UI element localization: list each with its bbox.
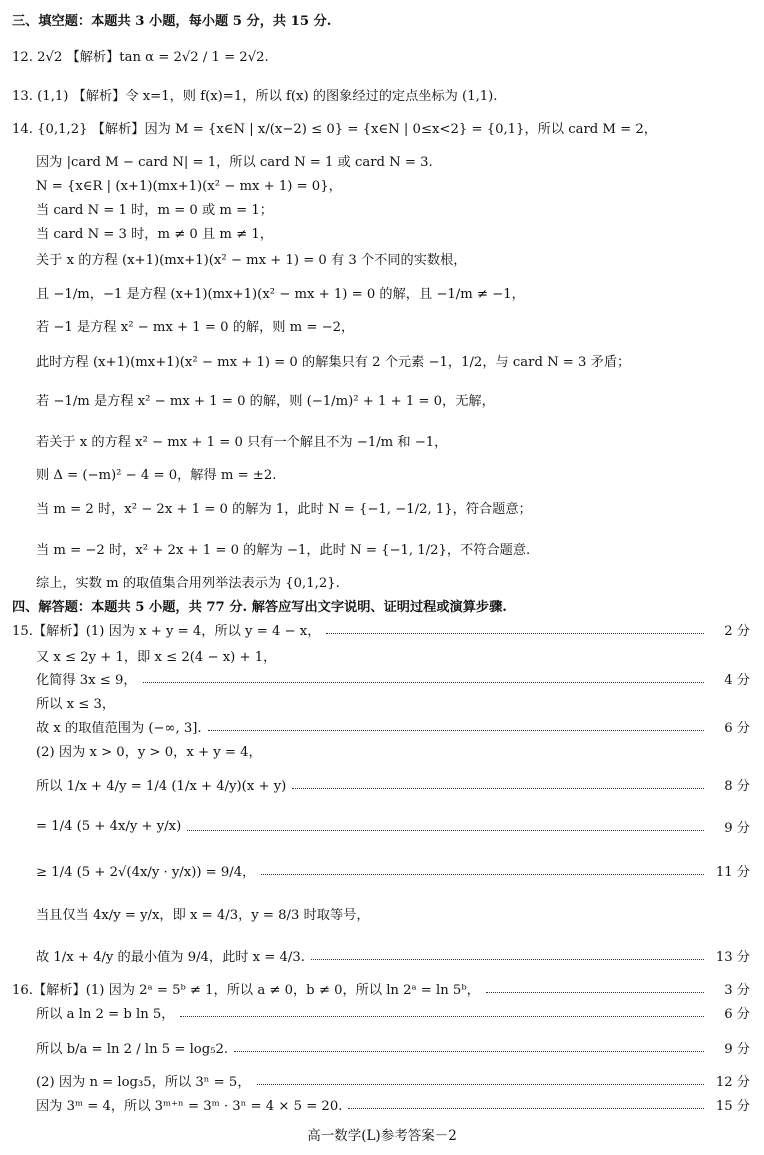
q14-line-6: 且 −1/m，−1 是方程 (x+1)(mx+1)(x² − mx + 1) = 0 的解，且 −1/m ≠ −1， <box>36 287 525 302</box>
score-points: 8 分 <box>724 779 750 794</box>
q14-line-10: 若关于 x 的方程 x² − mx + 1 = 0 只有一个解且不为 −1/m 和 −1， <box>36 435 448 450</box>
q14-line-11: 则 Δ = (−m)² − 4 = 0，解得 m = ±2. <box>36 468 277 483</box>
q15-row-1: 又 x ≤ 2y + 1，即 x ≤ 2(4 − x) + 1， <box>36 650 277 665</box>
score-points: 9 分 <box>724 821 750 836</box>
q14-line-8: 此时方程 (x+1)(mx+1)(x² − mx + 1) = 0 的解集只有 2 个元素 −1，1/2，与 card N = 3 矛盾； <box>36 355 631 370</box>
q15-row-text: 化简得 3x ≤ 9， <box>36 673 137 688</box>
q15-row-7 <box>36 817 750 836</box>
q16-row-text: (2) 因为 n = log₃5，所以 3ⁿ = 5， <box>36 1075 251 1090</box>
q16-row-text: 因为 3ᵐ = 4，所以 3ᵐ⁺ⁿ = 3ᵐ · 3ⁿ = 4 × 5 = 20. <box>36 1099 343 1114</box>
q16-row-4 <box>36 1095 750 1114</box>
leader-dots <box>143 682 704 683</box>
leader-dots <box>486 992 704 993</box>
score-points: 13 分 <box>715 950 750 965</box>
q14-line-1: 因为 |card M − card N| = 1，所以 card N = 1 或 card N = 3. <box>36 155 433 170</box>
q16-row-3 <box>36 1071 750 1090</box>
leader-dots <box>348 1108 704 1109</box>
q14-line-14: 综上，实数 m 的取值集合用列举法表示为 {0,1,2}. <box>36 576 340 591</box>
q14-line-3: 当 card N = 1 时，m = 0 或 m = 1； <box>36 203 273 218</box>
q16-row-0 <box>12 979 750 998</box>
score-points: 9 分 <box>724 1042 750 1057</box>
q15-row-3: 所以 x ≤ 3， <box>36 697 116 712</box>
q14-line-2: N = {x∈R | (x+1)(mx+1)(x² − mx + 1) = 0}， <box>36 179 342 194</box>
score-points: 6 分 <box>724 1007 750 1022</box>
q15-row-10 <box>36 946 750 965</box>
score-points: 3 分 <box>724 983 750 998</box>
q15-row-9: 当且仅当 4x/y = y/x，即 x = 4/3，y = 8/3 时取等号， <box>36 908 370 923</box>
q14-line-0: 14. {0,1,2} 【解析】因为 M = {x∈N | x/(x−2) ≤ 0} = {x∈N | 0≤x<2} = {0,1}，所以 card M = 2， <box>12 122 657 137</box>
section-3-header: 三、填空题：本题共 3 小题，每小题 5 分，共 15 分. <box>12 14 332 29</box>
q15-row-text: ≥ 1/4 (5 + 2√(4x/y · y/x)) = 9/4， <box>36 865 256 880</box>
leader-dots <box>234 1051 704 1052</box>
q14-line-4: 当 card N = 3 时，m ≠ 0 且 m ≠ 1， <box>36 227 273 242</box>
score-points: 12 分 <box>715 1075 750 1090</box>
q15-row-2 <box>36 669 750 688</box>
score-points: 4 分 <box>724 673 750 688</box>
q15-row-0 <box>12 620 750 639</box>
page-footer: 高一数学(L)参考答案－2 <box>307 1128 457 1144</box>
score-points: 2 分 <box>724 624 750 639</box>
q16-row-text: 所以 b/a = ln 2 / ln 5 = log₅2. <box>36 1042 229 1057</box>
q14-line-9: 若 −1/m 是方程 x² − mx + 1 = 0 的解，则 (−1/m)² + 1 + 1 = 0，无解， <box>36 394 495 409</box>
leader-dots <box>208 730 704 731</box>
leader-dots <box>311 959 704 960</box>
q14-line-5: 关于 x 的方程 (x+1)(mx+1)(x² − mx + 1) = 0 有 3 个不同的实数根， <box>36 253 467 268</box>
q15-row-text: 15.【解析】(1) 因为 x + y = 4，所以 y = 4 − x， <box>12 624 321 639</box>
q16-row-text: 16.【解析】(1) 因为 2ᵃ = 5ᵇ ≠ 1，所以 a ≠ 0，b ≠ 0，所以 ln 2ᵃ = ln 5ᵇ， <box>12 983 480 998</box>
leader-dots <box>180 1016 704 1017</box>
q15-row-text: 故 1/x + 4/y 的最小值为 9/4，此时 x = 4/3. <box>36 950 305 965</box>
q15-row-4 <box>36 717 750 736</box>
score-points: 11 分 <box>715 865 750 880</box>
q16-row-text: 所以 a ln 2 = b ln 5， <box>36 1007 175 1022</box>
q16-row-2 <box>36 1038 750 1057</box>
q15-row-text: = 1/4 (5 + 4x/y + y/x) <box>36 819 182 834</box>
score-points: 15 分 <box>715 1099 750 1114</box>
q15-row-6 <box>36 775 750 794</box>
q15-row-8 <box>36 861 750 880</box>
leader-dots <box>292 788 704 789</box>
score-points: 6 分 <box>724 721 750 736</box>
leader-dots <box>326 633 704 634</box>
leader-dots <box>187 830 704 831</box>
q15-row-text: 故 x 的取值范围为 (−∞, 3]. <box>36 721 202 736</box>
leader-dots <box>257 1084 704 1085</box>
q13-answer: 13. (1,1) 【解析】令 x=1，则 f(x)=1，所以 f(x) 的图象经过的定点坐标为 (1,1). <box>12 89 498 104</box>
q12-answer: 12. 2√2 【解析】tan α = 2√2 / 1 = 2√2. <box>12 50 269 65</box>
section-4-header: 四、解答题：本题共 5 小题，共 77 分. 解答应写出文字说明、证明过程或演算步骤. <box>12 600 507 615</box>
q14-line-13: 当 m = −2 时，x² + 2x + 1 = 0 的解为 −1，此时 N = {−1, 1/2}，不符合题意. <box>36 543 531 558</box>
leader-dots <box>261 874 704 875</box>
q15-row-5: (2) 因为 x > 0，y > 0，x + y = 4， <box>36 745 262 760</box>
q14-line-7: 若 −1 是方程 x² − mx + 1 = 0 的解，则 m = −2， <box>36 320 355 335</box>
q16-row-1 <box>36 1003 750 1022</box>
q14-line-12: 当 m = 2 时，x² − 2x + 1 = 0 的解为 1，此时 N = {−1, −1/2, 1}，符合题意； <box>36 502 532 517</box>
q15-row-text: 所以 1/x + 4/y = 1/4 (1/x + 4/y)(x + y) <box>36 779 287 794</box>
